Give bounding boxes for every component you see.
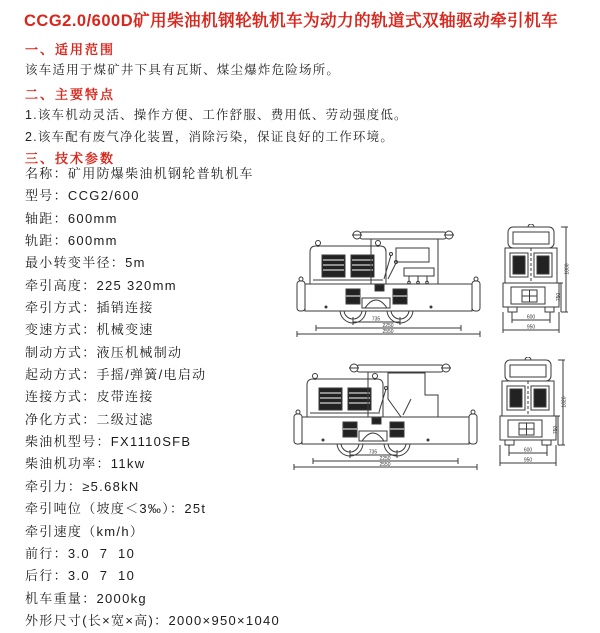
scope-body-text: 该车适用于煤矿井下具有瓦斯、煤尘爆炸危险场所。	[25, 63, 341, 77]
spec-row-engine-model: 柴油机型号：FX1110SFB	[25, 434, 192, 450]
spec-row-purification: 净化方式：二级过滤	[25, 411, 154, 427]
feature-item-1: 1.该车机动灵活、操作方便、工作舒服、费用低、劳动强度低。	[25, 108, 408, 122]
spec-row-traction-type: 牵引方式：插销连接	[25, 300, 154, 316]
spec-list	[25, 163, 280, 632]
drawing-group-1	[296, 222, 572, 346]
spec-row-speed-heading: 牵引速度（km/h）	[25, 523, 145, 539]
locomotive-end-view-drawing-2	[499, 357, 567, 479]
spec-row-engine-power: 柴油机功率：11kw	[25, 456, 146, 472]
dimension-label: 735	[371, 316, 381, 323]
spec-row-traction-force: 牵引力：≥5.68kN	[25, 478, 140, 494]
section-heading-scope: 一、适用范围	[25, 42, 116, 57]
section-heading-specs: 三、技术参数	[25, 151, 116, 166]
spec-row-starting: 起动方式：手摇/弹簧/电启动	[25, 367, 207, 383]
dimension-label: 2550	[382, 328, 394, 335]
dimension-label: 1620	[561, 396, 567, 408]
spec-row-wheelbase: 轴距：600mm	[25, 210, 118, 226]
spec-row-model: 型号：CCG2/600	[25, 188, 140, 204]
section-heading-features: 二、主要特点	[25, 87, 116, 102]
dimension-label: 2250	[382, 322, 394, 329]
dimension-label: 600	[523, 447, 533, 454]
spec-row-min-radius: 最小转变半径：5m	[25, 255, 146, 271]
feature-item-2: 2.该车配有废气净化装置，消除污染，保证良好的工作环境。	[25, 130, 395, 144]
dimension-label: 950	[523, 457, 533, 464]
dimension-label: 750	[556, 292, 562, 302]
dimension-label: 735	[368, 449, 378, 456]
spec-row-gauge: 轨距：600mm	[25, 233, 118, 249]
page-title: CCG2.0/600D矿用柴油机钢轮轨机车为动力的轨道式双轴驱动牵引机车	[24, 12, 559, 30]
drawing-group-2	[293, 355, 569, 481]
dimension-label: 2250	[379, 455, 391, 462]
dimension-label: 1800	[564, 263, 570, 275]
dimension-label: 2550	[379, 461, 391, 468]
spec-row-transmission: 变速方式：机械变速	[25, 322, 154, 338]
dimension-label: 950	[526, 324, 536, 331]
locomotive-side-view-drawing-2	[293, 355, 478, 477]
spec-row-speed-reverse: 后行：3.0 7 10	[25, 568, 136, 584]
locomotive-side-view-drawing-1	[296, 222, 481, 344]
spec-row-weight: 机车重量：2000kg	[25, 590, 147, 606]
spec-row-traction-height: 牵引高度：225 320mm	[25, 277, 177, 293]
spec-row-name: 名称：矿用防爆柴油机钢轮普轨机车	[25, 166, 254, 181]
spec-row-connection: 连接方式：皮带连接	[25, 389, 154, 405]
locomotive-end-view-drawing-1	[502, 224, 570, 346]
dimension-label: 600	[526, 314, 536, 321]
spec-row-dimensions: 外形尺寸(长×宽×高)：2000×950×1040	[25, 612, 281, 628]
dimension-label: 750	[553, 425, 559, 435]
spec-row-speed-forward: 前行：3.0 7 10	[25, 545, 136, 561]
spec-row-traction-tonnage: 牵引吨位（坡度＜3‰）：25t	[25, 501, 207, 517]
spec-row-braking: 制动方式：液压机械制动	[25, 344, 183, 360]
